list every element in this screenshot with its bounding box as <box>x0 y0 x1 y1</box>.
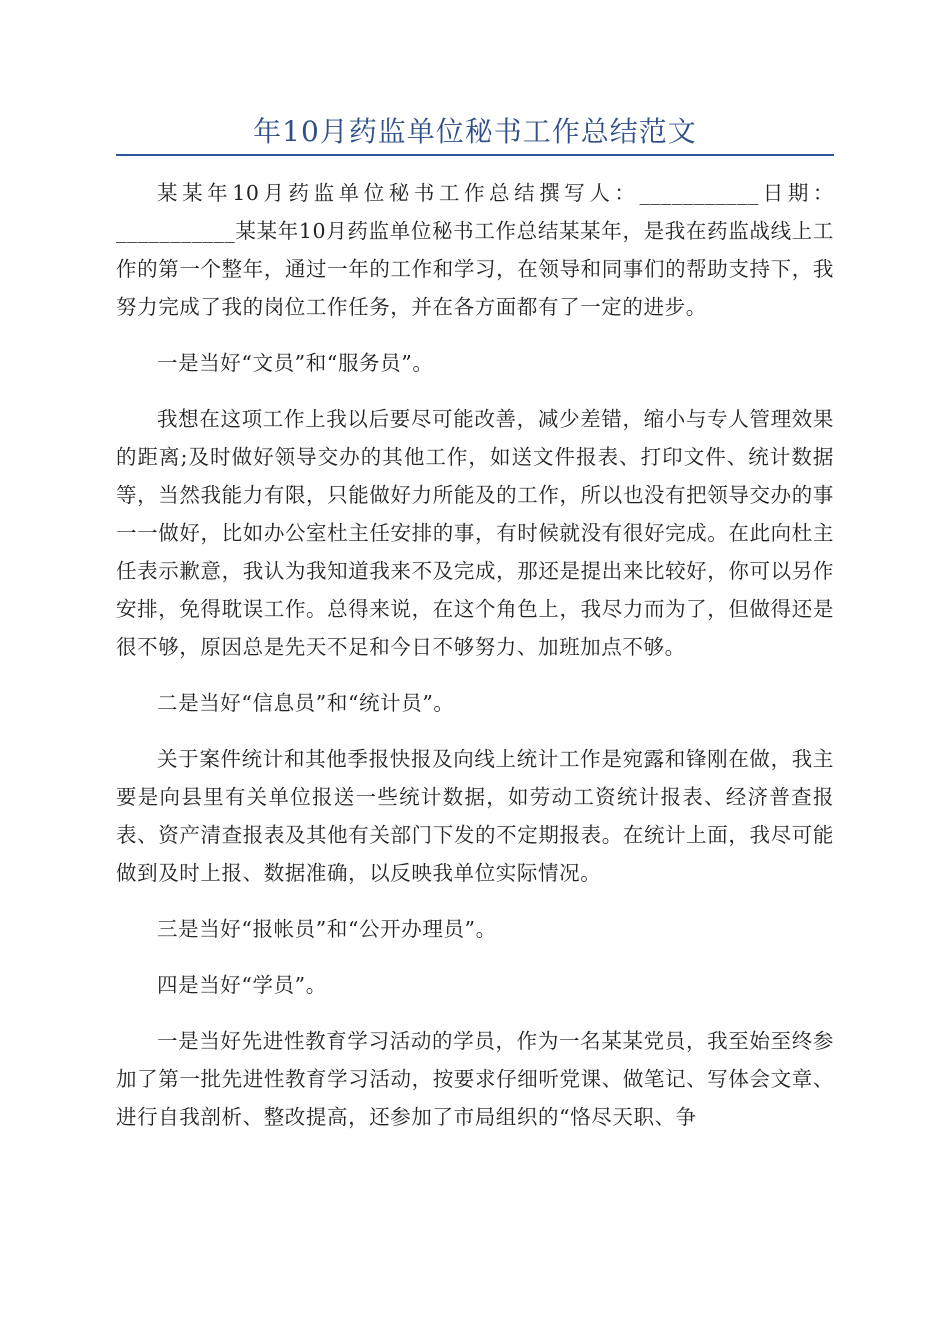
heading-information-and-statistics: 二是当好“信息员”和“统计员”。 <box>157 691 455 715</box>
heading-clerk-and-service: 一是当好“文员”和“服务员”。 <box>157 351 434 375</box>
heading-student: 四是当好“学员”。 <box>157 973 327 997</box>
heading-accounts-and-disclosure: 三是当好“报帐员”和“公开办理员”。 <box>157 917 497 941</box>
title-underline <box>116 154 834 156</box>
paragraph-student-details: 一是当好先进性教育学习活动的学员，作为一名某某党员，我至始至终参加了第一批先进性教育学习活动，按要求仔细听党课、做笔记、写体会文章、进行自我剖析、整改提高，还参加了市局组织的“恪尽天职、争 <box>116 1029 834 1129</box>
document-title: 年10月药监单位秘书工作总结范文 <box>253 115 697 148</box>
paragraph-intro: 某某年10月药监单位秘书工作总结撰写人：___________日期：___________某某年10月药监单位秘书工作总结某某年，是我在药监战线上工作的第一个整年，通过一年的工作和学习，在领导和同事们的帮助支持下，我努力完成了我的岗位工作任务，并在各方面都有了一定的进步。 <box>116 181 834 319</box>
paragraph-statistics-details: 关于案件统计和其他季报快报及向线上统计工作是宛露和锋刚在做，我主要是向县里有关单位报送一些统计数据，如劳动工资统计报表、经济普查报表、资产清查报表及其他有关部门下发的不定期报表。在统计上面，我尽可能做到及时上报、数据准确，以反映我单位实际情况。 <box>116 747 834 885</box>
paragraph-clerk-details: 我想在这项工作上我以后要尽可能改善，减少差错，缩小与专人管理效果的距离;及时做好领导交办的其他工作，如送文件报表、打印文件、统计数据等，当然我能力有限，只能做好力所能及的工作，所以也没有把领导交办的事一一做好，比如办公室杜主任安排的事，有时候就没有很好完成。在此向杜主任表示歉意，我认为我知道我来不及完成，那还是提出来比较好，你可以另作安排，免得耽误工作。总得来说，在这个角色上，我尽力而为了，但做得还是很不够，原因总是先天不足和今日不够努力、加班加点不够。 <box>116 407 834 659</box>
document-body <box>116 174 834 1154</box>
